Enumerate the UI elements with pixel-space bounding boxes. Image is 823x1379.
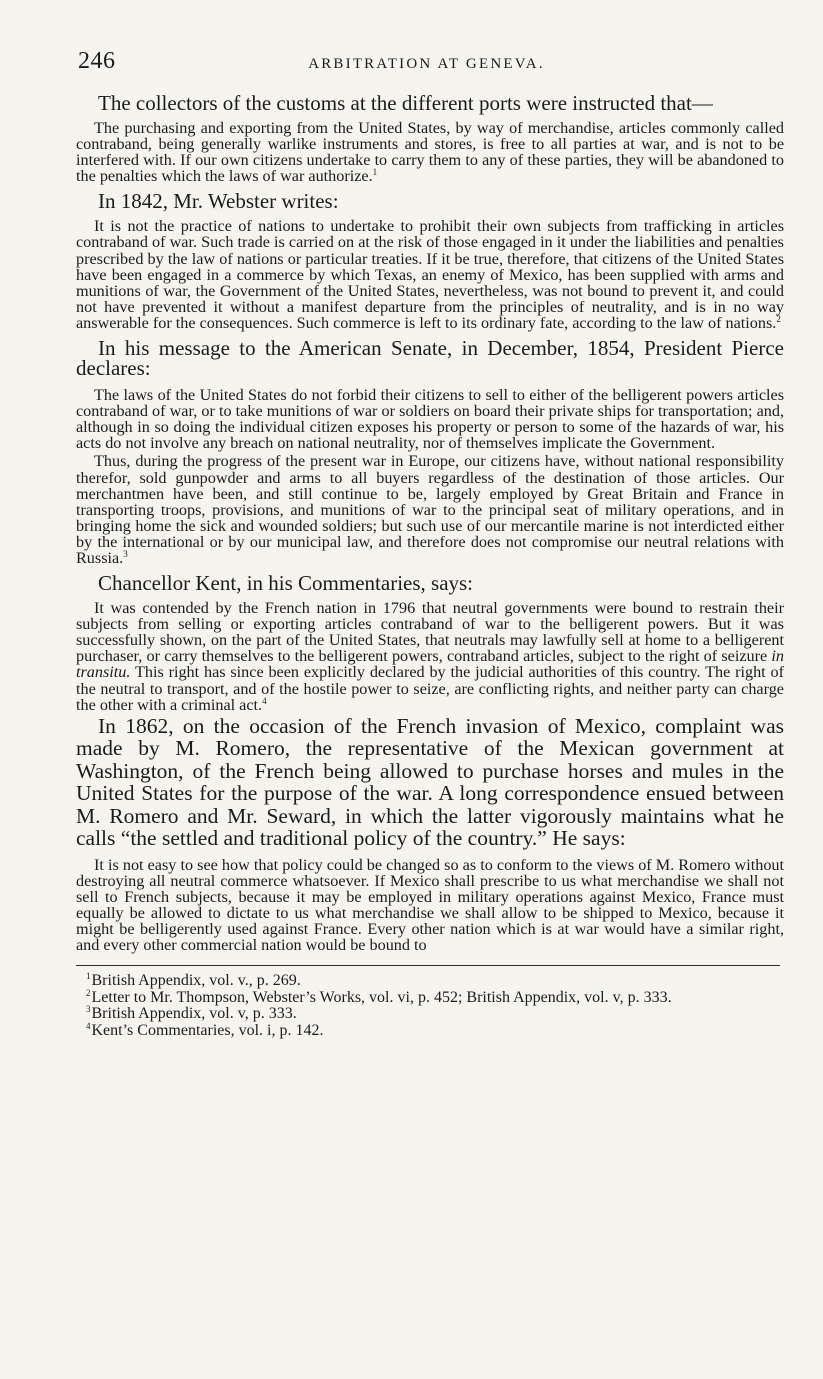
block-quote: The purchasing and exporting from the United States, by way of merchandise, articles commonly called contraband, being generally warlike instruments and stores, is free to all parties at war, and is not to be interfered with. If our own citizens undertake to carry them to any of these parties, they will be abandoned to the penalties which the laws of war authorize.$^1$ (76, 119, 784, 186)
running-head: ARBITRATION AT GENEVA. (308, 56, 545, 72)
footnote: $^3$British Appendix, vol. v, p. 333. (86, 1004, 297, 1023)
footnote-divider (76, 965, 780, 966)
body-paragraph: The collectors of the customs at the different ports were instructed that— (98, 91, 713, 115)
footnote-ref: 4 (262, 695, 267, 706)
page-body (76, 93, 784, 1039)
footnote: $^1$British Appendix, vol. v., p. 269. (86, 971, 301, 990)
footnote-ref: 2 (776, 313, 781, 324)
footnote-ref: 1 (372, 167, 378, 178)
page-header (78, 48, 775, 76)
block-quote: It is not the practice of nations to undertake to prohibit their own subjects from trafficking in articles contraband of war. Such trade is carried on at the risk of those engaged in it under the liabilities and penalties prescribed by the law of nations or particular treaties. If it be true, therefore, that citizens of the United States have been engaged in a commerce by which Texas, an enemy of Mexico, has been supplied with arms and munitions of war, the Government of the United States, nevertheless, was not bound to prevent it, and could not have prevented it without a manifest departure from the principles of neutrality, and is in no way answerable for the consequences. Such commerce is left to its ordinary fate, according to the law of nations.$^2$ (76, 217, 784, 332)
body-paragraph: Chancellor Kent, in his Commentaries, says: (98, 571, 474, 596)
body-paragraph: In 1842, Mr. Webster writes: (98, 189, 339, 214)
footnote-ref: 3 (123, 548, 128, 559)
block-quote: It is not easy to see how that policy could be changed so as to conform to the views of M. Romero without destroying all neutral commerce whatsoever. If Mexico shall prescribe to us what merchandise we shall not sell to French subjects, because it may be employed in military operations against Mexico, France must equally be allowed to dictate to us what merchandise we shall allow to be shipped to Mexico, because it might be belligerently used against France. Every other nation which is at war would have a similar right, and every other commercial nation would be bound to (76, 855, 784, 955)
block-quote: Thus, during the progress of the present war in Europe, our citizens have, without national responsibility therefor, sold gunpowder and arms to all buyers regardless of the destination of those articles. Our merchantmen have been, and still continue to be, largely employed by Great Britain and France in transporting troops, provisions, and munitions of war to the principal seat of military operations, and in bringing home the sick and wounded soldiers; but such use of our mercantile marine is not interdicted either by the international or by our municipal law, and therefore does not compromise our neutral relations with Russia.$^3$ (76, 452, 784, 567)
footnote: $^4$Kent’s Commentaries, vol. i, p. 142. (86, 1020, 324, 1039)
footnotes (76, 973, 784, 1039)
block-quote: It was contended by the French nation in 1796 that neutral governments were bound to restrain their subjects from selling or exporting articles contraband of war to the belligerent powers. But it was successfully shown, on the part of the United States, that neutrals may lawfully sell at home to a belligerent purchaser, or carry themselves to the belligerent powers, contraband articles, subject to the right of seizure in transitu. This right has since been explicitly declared by the judicial authorities of this country. The right of the neutral to transport, and of the hostile power to seize, are conflicting rights, and neither party can charge the other with a criminal act.$^4$ (76, 599, 784, 714)
block-quote: The laws of the United States do not forbid their citizens to sell to either of the belligerent powers articles contraband of war, or to take munitions of war or soldiers on board their private ships for transportation; and, although in so doing the individual citizen exposes his property or person to some of the hazards of war, his acts do not involve any breach on national neutrality, nor of themselves implicate the Government. (76, 386, 784, 453)
page-number: 246 (78, 48, 116, 74)
footnote: $^2$Letter to Mr. Thompson, Webster’s Works, vol. vi, p. 452; British Appendix, vol. v, p. 333. (86, 987, 672, 1006)
italic-phrase: in transitu. (76, 647, 784, 682)
body-paragraph: In his message to the American Senate, in December, 1854, President Pierce declares: (76, 336, 784, 381)
body-paragraph: In 1862, on the occasion of the French invasion of Mexico, complaint was made by M. Romero, the representative of the Mexican government at Washington, of the French being allowed to purchase horses and mules in the United States for the purpose of the war. A long correspondence ensued between M. Romero and Mr. Seward, in which the latter vigorously maintains what he calls “the settled and traditional policy of the country.” He says: (76, 713, 784, 851)
